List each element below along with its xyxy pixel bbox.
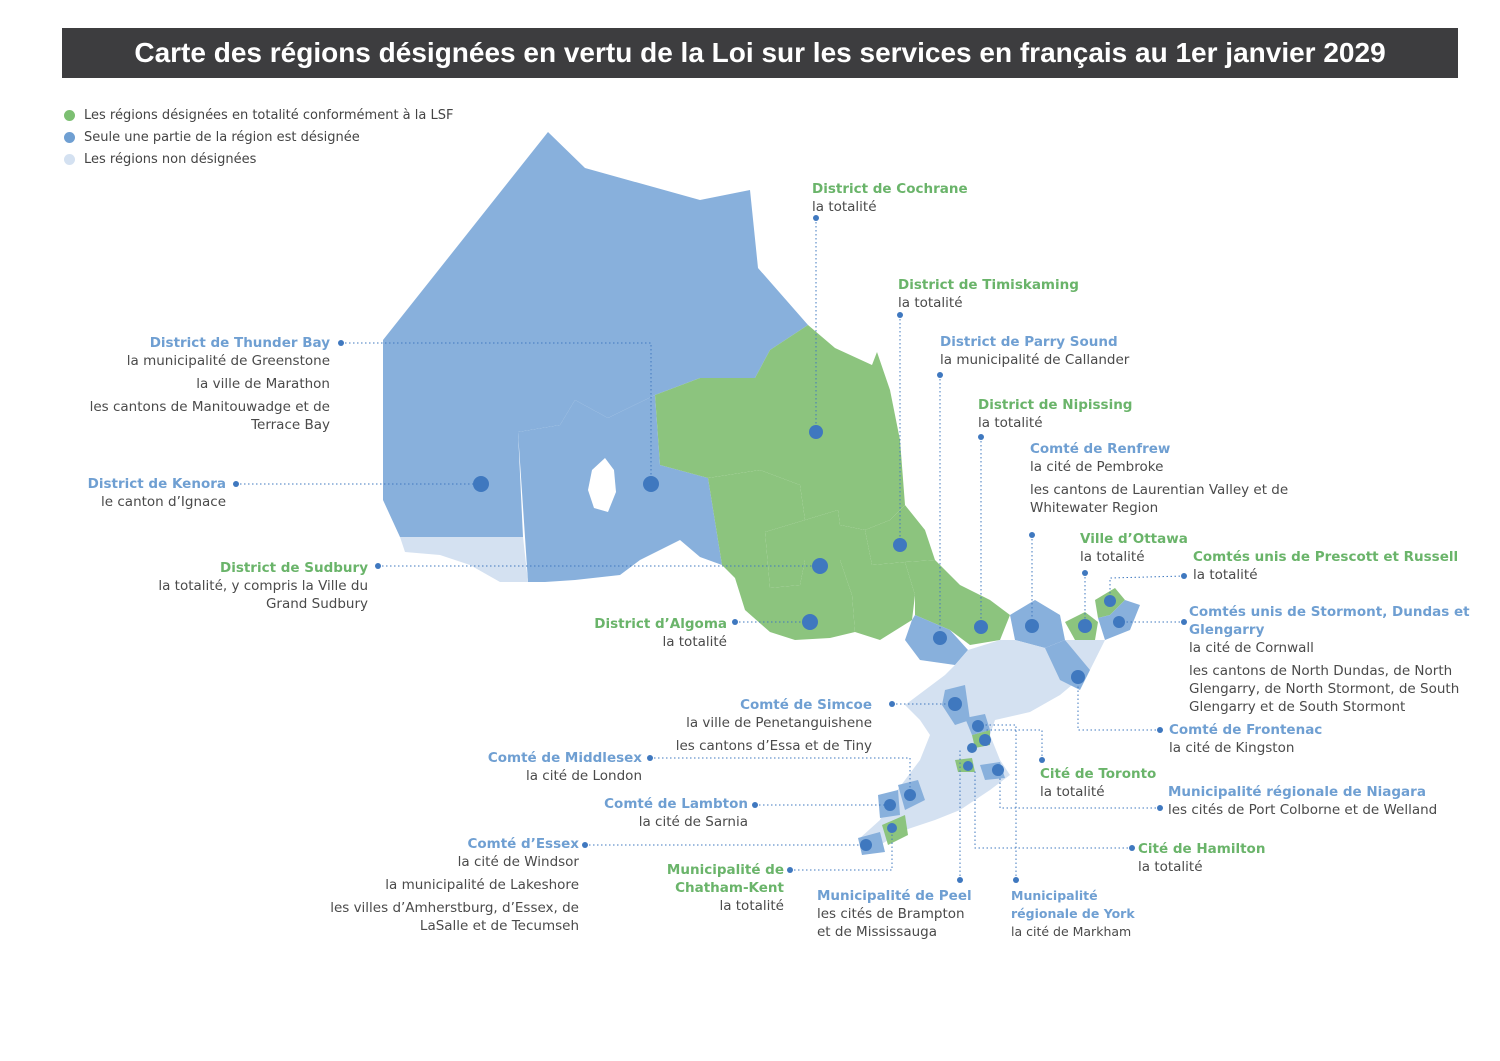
label-renfrew-line-3: Whitewater Region [1030,500,1159,516]
label-thunder-bay-line-2: la ville de Marathon [196,376,330,392]
label-york [1011,887,1141,941]
label-essex-title: Comté d’Essex [467,836,579,852]
label-hamilton-title: Cité de Hamilton [1138,841,1266,857]
label-sudbury-line-2: Grand Sudbury [265,596,368,612]
label-cochrane-line: la totalité [812,199,877,215]
label-lambton-title: Comté de Lambton [604,796,748,812]
label-middlesex-line: la cité de London [525,768,642,784]
label-algoma-line: la totalité [662,634,727,650]
label-sudbury [110,559,368,613]
label-simcoe-title: Comté de Simcoe [740,697,872,713]
label-timiskaming-line: la totalité [898,295,963,311]
label-nipissing-line: la totalité [978,415,1043,431]
label-toronto-title: Cité de Toronto [1040,766,1157,782]
label-prescott-russell [1193,548,1458,584]
label-lambton [548,795,748,831]
label-essex-line-3: les villes d’Amherstburg, d’Essex, de [330,900,579,916]
label-hamilton [1138,840,1265,876]
label-chatham-kent-title: Municipalité de Chatham-Kent [666,862,784,896]
label-lambton-line: la cité de Sarnia [638,814,748,830]
label-thunder-bay-line-3: les cantons de Manitouwadge et de [89,399,330,415]
label-peel-line-2: et de Mississauga [817,924,938,940]
map-title: Carte des régions désignées en vertu de la Loi sur les services en français au 1er janvier 2029 [62,28,1458,78]
label-ottawa [1080,530,1188,566]
legend-label-full: Les régions désignées en totalité conformément à la LSF [84,107,454,123]
label-niagara [1168,783,1437,819]
label-parry-sound-title: District de Parry Sound [940,334,1118,350]
label-ottawa-title: Ville d’Ottawa [1080,531,1188,547]
label-essex-line-4: LaSalle et de Tecumseh [419,918,579,934]
legend-label-none: Les régions non désignées [84,151,257,167]
label-renfrew-line-1: la cité de Pembroke [1030,459,1164,475]
label-york-line: la cité de Markham [1011,924,1132,939]
label-peel-title: Municipalité de Peel [817,888,972,904]
label-stormont-line-3: Glengarry, de North Stormont, de South [1189,681,1460,697]
label-toronto-line: la totalité [1040,784,1105,800]
label-stormont-line-1: la cité de Cornwall [1189,640,1314,656]
label-simcoe-line-2: les cantons d’Essa et de Tiny [675,738,872,754]
label-thunder-bay-title: District de Thunder Bay [149,335,330,351]
label-cochrane-title: District de Cochrane [812,181,968,197]
label-frontenac-title: Comté de Frontenac [1169,722,1323,738]
label-prescott-russell-line: la totalité [1193,567,1258,583]
label-renfrew [1030,440,1288,517]
label-sudbury-line-1: la totalité, y compris la Ville du [158,578,368,594]
legend-label-partial: Seule une partie de la région est désignée [84,129,360,145]
label-peel-line-1: les cités de Brampton [817,906,965,922]
label-frontenac-line: la cité de Kingston [1169,740,1295,756]
label-algoma-title: District d’Algoma [594,616,727,632]
label-frontenac [1169,721,1322,757]
label-prescott-russell-title: Comtés unis de Prescott et Russell [1193,549,1459,565]
label-niagara-line: les cités de Port Colborne et de Welland [1168,802,1438,818]
label-nipissing [978,396,1132,432]
label-york-title: Municipalité régionale de York [1011,888,1135,921]
label-timiskaming [898,276,1079,312]
label-cochrane [812,180,968,216]
label-simcoe-line-1: la ville de Penetanguishene [686,715,872,731]
label-stormont [1189,603,1474,716]
label-algoma [580,615,727,651]
label-stormont-line-2: les cantons de North Dundas, de North [1189,663,1453,679]
label-timiskaming-title: District de Timiskaming [898,277,1079,293]
label-renfrew-line-2: les cantons de Laurentian Valley et de [1030,482,1289,498]
label-chatham-kent-line: la totalité [719,898,784,914]
label-toronto [1040,765,1156,801]
label-parry-sound-line: la municipalité de Callander [940,352,1130,368]
label-essex [300,835,579,935]
label-essex-line-1: la cité de Windsor [457,854,579,870]
label-middlesex [442,749,642,785]
label-niagara-title: Municipalité régionale de Niagara [1168,784,1426,800]
label-essex-line-2: la municipalité de Lakeshore [385,877,579,893]
label-peel [817,887,972,941]
label-middlesex-title: Comté de Middlesex [487,750,642,766]
label-ottawa-line: la totalité [1080,549,1145,565]
label-kenora-line: le canton d’Ignace [101,494,226,510]
label-thunder-bay [60,334,330,434]
label-nipissing-title: District de Nipissing [978,397,1133,413]
label-thunder-bay-line-1: la municipalité de Greenstone [126,353,330,369]
label-kenora [60,475,226,511]
label-thunder-bay-line-4: Terrace Bay [251,417,330,433]
label-chatham-kent [664,861,784,915]
label-renfrew-title: Comté de Renfrew [1030,441,1171,457]
label-stormont-line-4: Glengarry et de South Stormont [1189,699,1406,715]
label-sudbury-title: District de Sudbury [219,560,368,576]
label-stormont-title: Comtés unis de Stormont, Dundas et Glengarry [1189,604,1470,638]
region-rainy-river[interactable] [400,537,528,582]
label-simcoe [650,696,872,755]
label-kenora-title: District de Kenora [87,476,226,492]
label-parry-sound [940,333,1129,369]
label-hamilton-line: la totalité [1138,859,1203,875]
